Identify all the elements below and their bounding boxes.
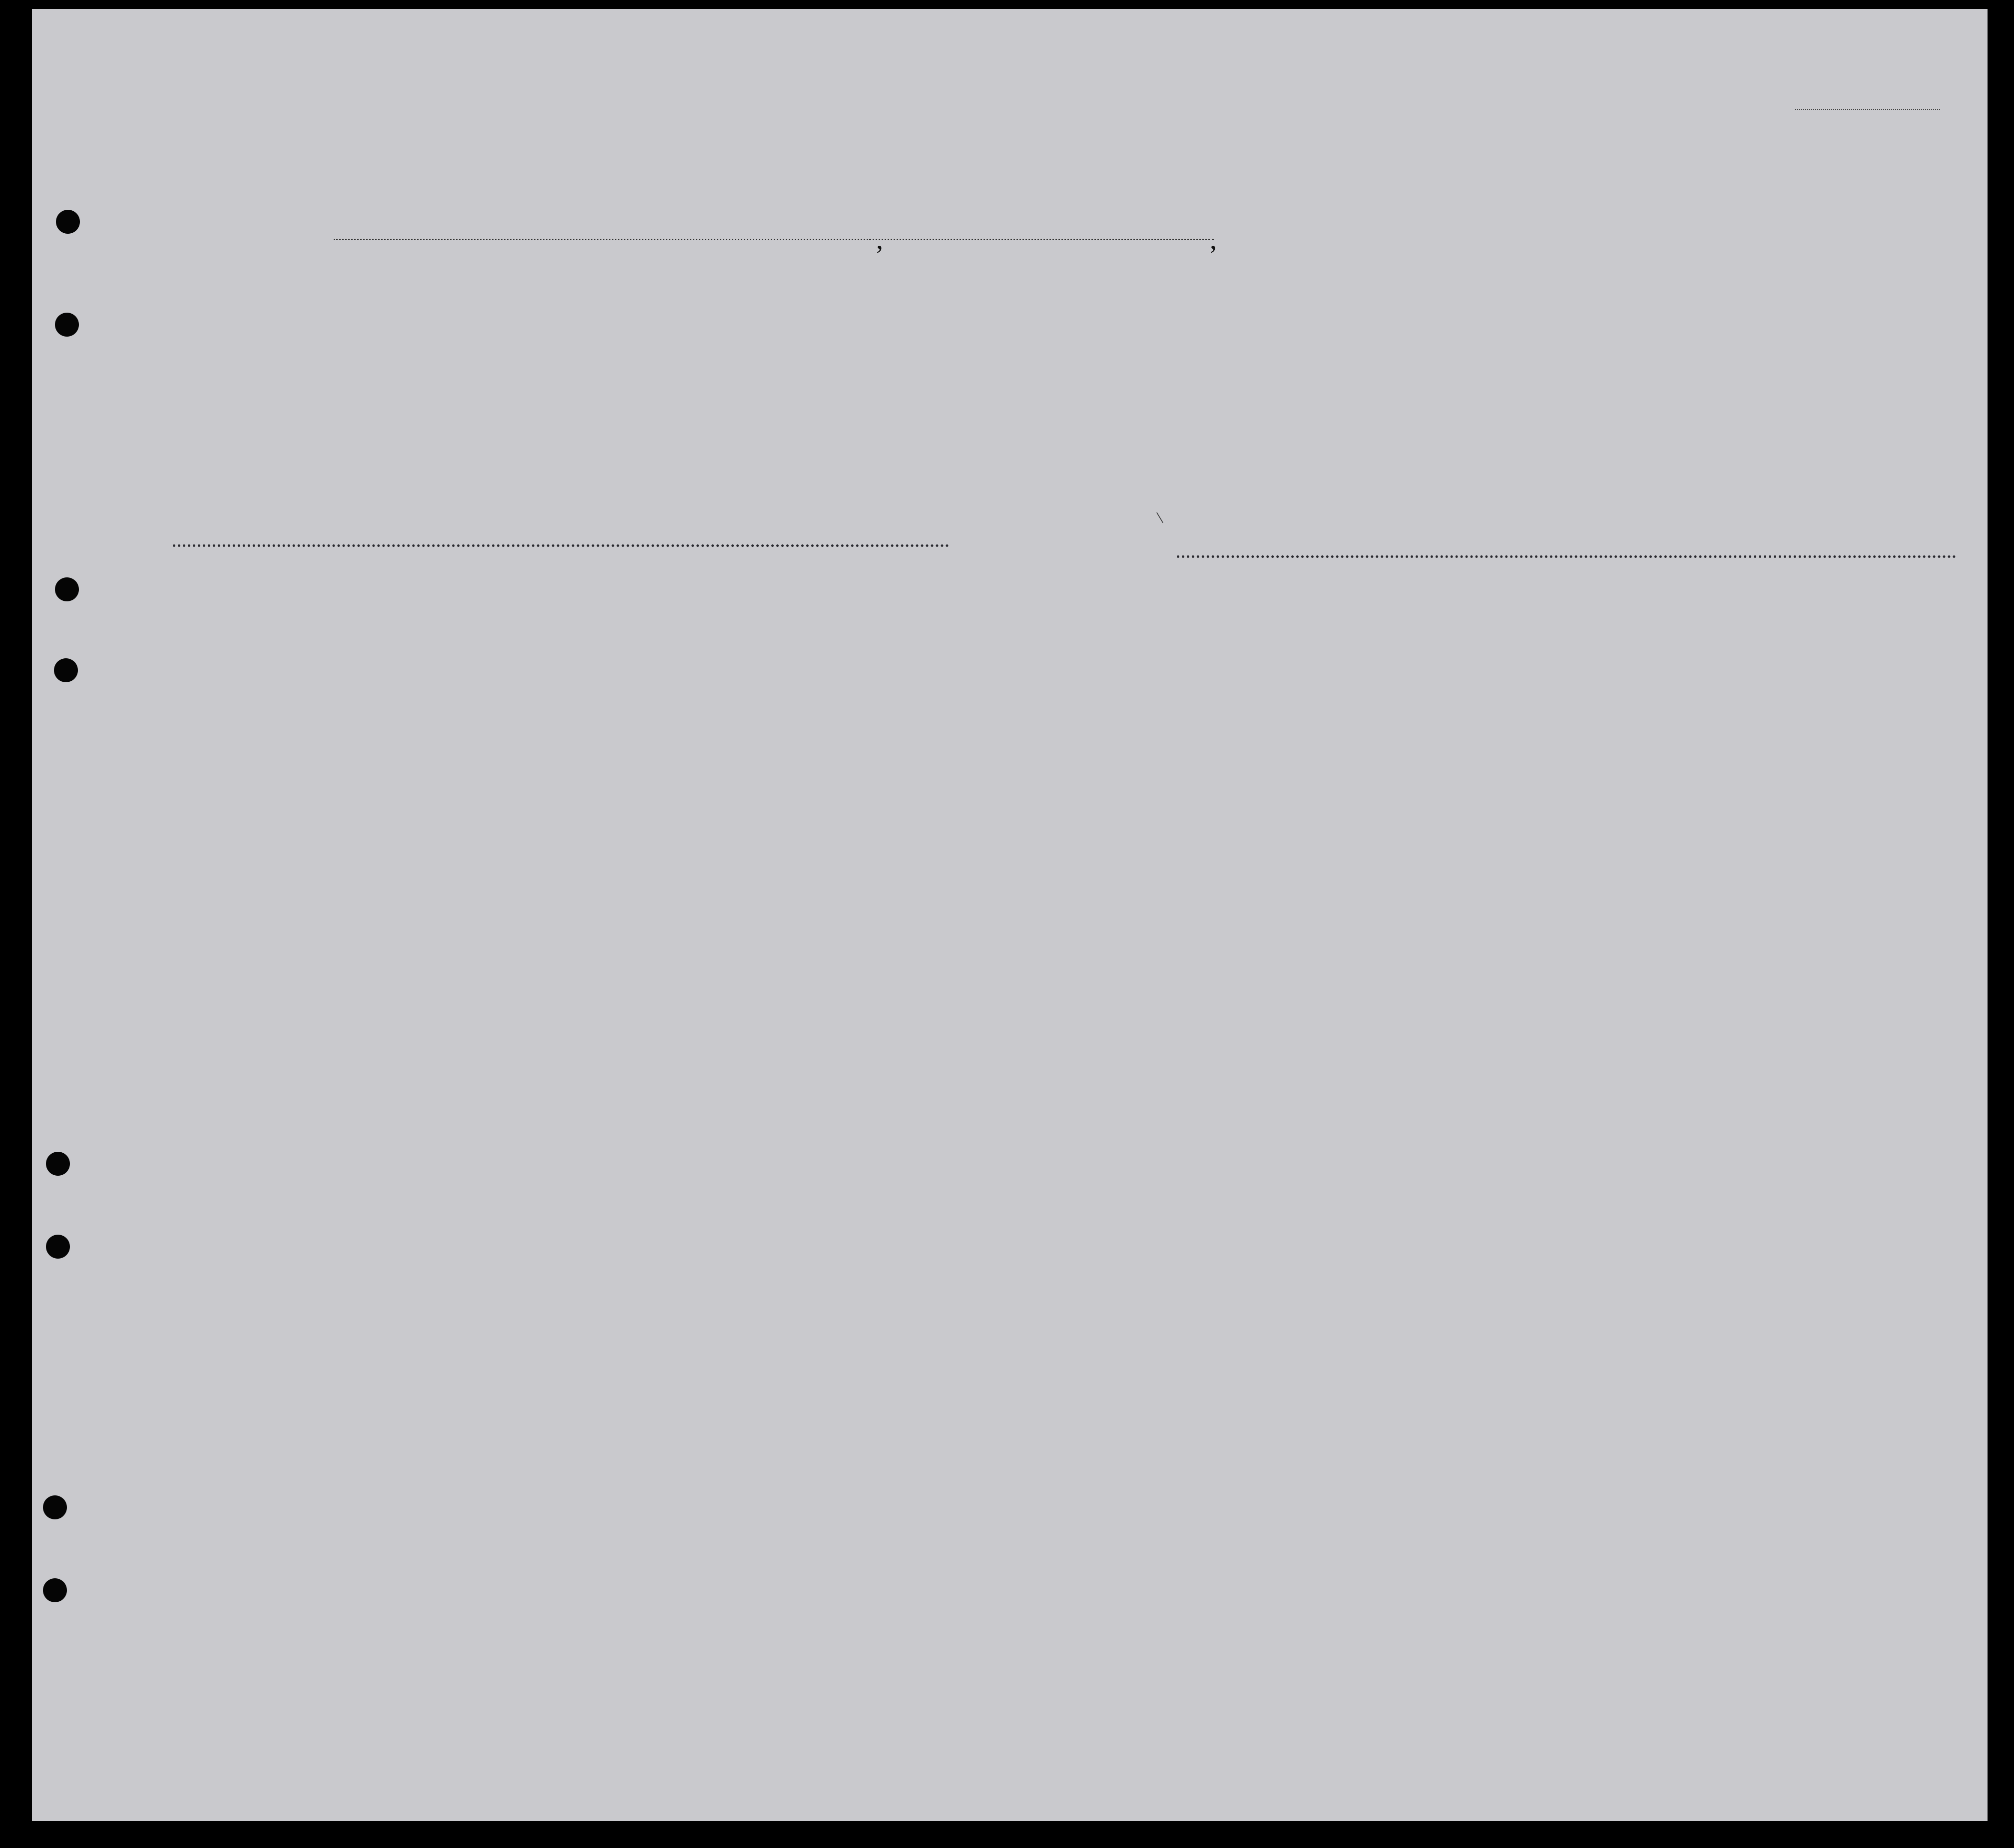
punch-hole [43,1495,67,1519]
header-excluded [1478,317,1500,427]
punch-hole [46,1152,70,1176]
port-line [334,239,883,240]
punch-hole [55,313,79,337]
header-purpose-length [1239,347,1268,431]
header-ticket [569,304,599,434]
date-line [869,239,1214,240]
header-anarchist [1357,317,1380,427]
comma-1: , [876,224,883,255]
header-purpose-return [1199,347,1239,431]
manifest-sheet [32,9,1988,1821]
list-number-line [1795,109,1940,110]
ditto-dots-right [1177,555,1956,558]
punch-hole [43,1578,67,1602]
punch-hole [54,658,78,682]
header-feet [1653,387,1673,442]
header-offer [1444,317,1476,427]
ditto-dots-left [173,544,949,547]
ruling-lines [32,9,1988,1821]
header-arrested [1501,317,1524,427]
punch-hole [46,1235,70,1259]
punch-hole [55,577,79,601]
pen-tick: / [1151,510,1169,526]
header-polygamist [1334,317,1357,427]
header-inches [1675,387,1695,442]
comma-2: , [1210,224,1217,255]
header-overthrow [1385,317,1442,427]
punch-hole [56,210,80,234]
header-purpose-citizen [1269,347,1299,431]
header-money [707,304,731,434]
header-prison [1306,317,1333,427]
